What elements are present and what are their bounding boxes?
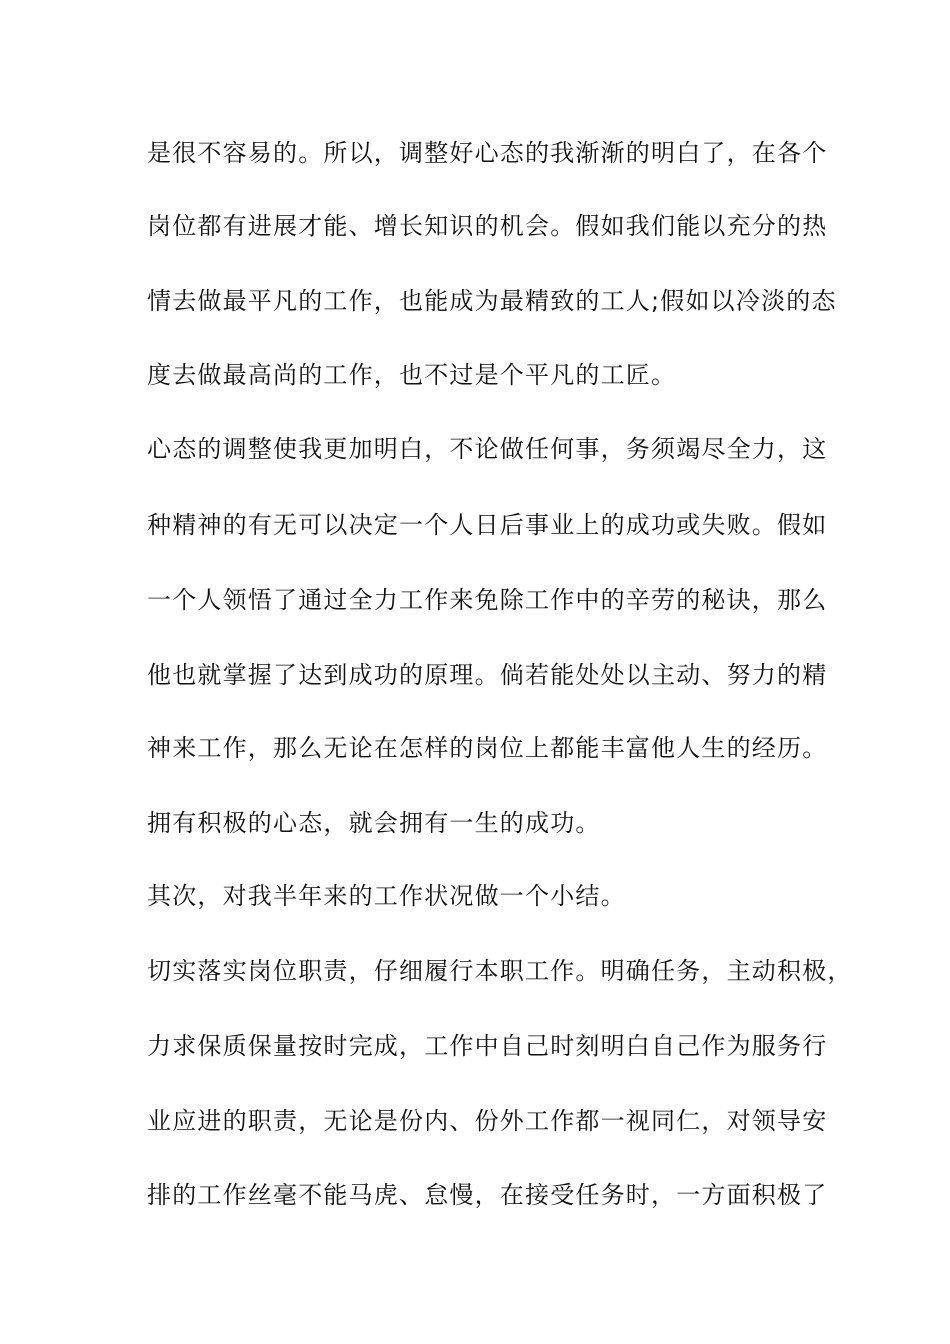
- text-line: 业应进的职责，无论是份内、份外工作都一视同仁，对领导安: [147, 1107, 828, 1135]
- text-line: 其次，对我半年来的工作状况做一个小结。: [147, 882, 626, 910]
- text-line: 拥有积极的心态，就会拥有一生的成功。: [147, 809, 601, 837]
- text-line: 力求保质保量按时完成，工作中自己时刻明白自己作为服务行: [147, 1032, 828, 1060]
- text-line: 切实落实岗位职责，仔细履行本职工作。明确任务，主动积极，: [147, 957, 853, 985]
- text-line: 情去做最平凡的工作，也能成为最精致的工人;假如以冷淡的态: [147, 287, 837, 315]
- text-line: 排的工作丝毫不能马虎、怠慢，在接受任务时，一方面积极了: [147, 1181, 828, 1209]
- text-line: 他也就掌握了达到成功的原理。倘若能处处以主动、努力的精: [147, 661, 828, 689]
- text-line: 度去做最高尚的工作，也不过是个平凡的工匠。: [147, 361, 677, 389]
- text-line: 岗位都有进展才能、增长知识的机会。假如我们能以充分的热: [147, 212, 828, 240]
- text-line: 神来工作，那么无论在怎样的岗位上都能丰富他人生的经历。: [147, 734, 828, 762]
- text-line: 一个人领悟了通过全力工作来免除工作中的辛劳的秘诀，那么: [147, 586, 828, 614]
- text-line: 种精神的有无可以决定一个人日后事业上的成功或失败。假如: [147, 511, 828, 539]
- text-line: 是很不容易的。所以，调整好心态的我渐渐的明白了，在各个: [147, 139, 828, 167]
- text-line: 心态的调整使我更加明白，不论做任何事，务须竭尽全力，这: [147, 435, 828, 463]
